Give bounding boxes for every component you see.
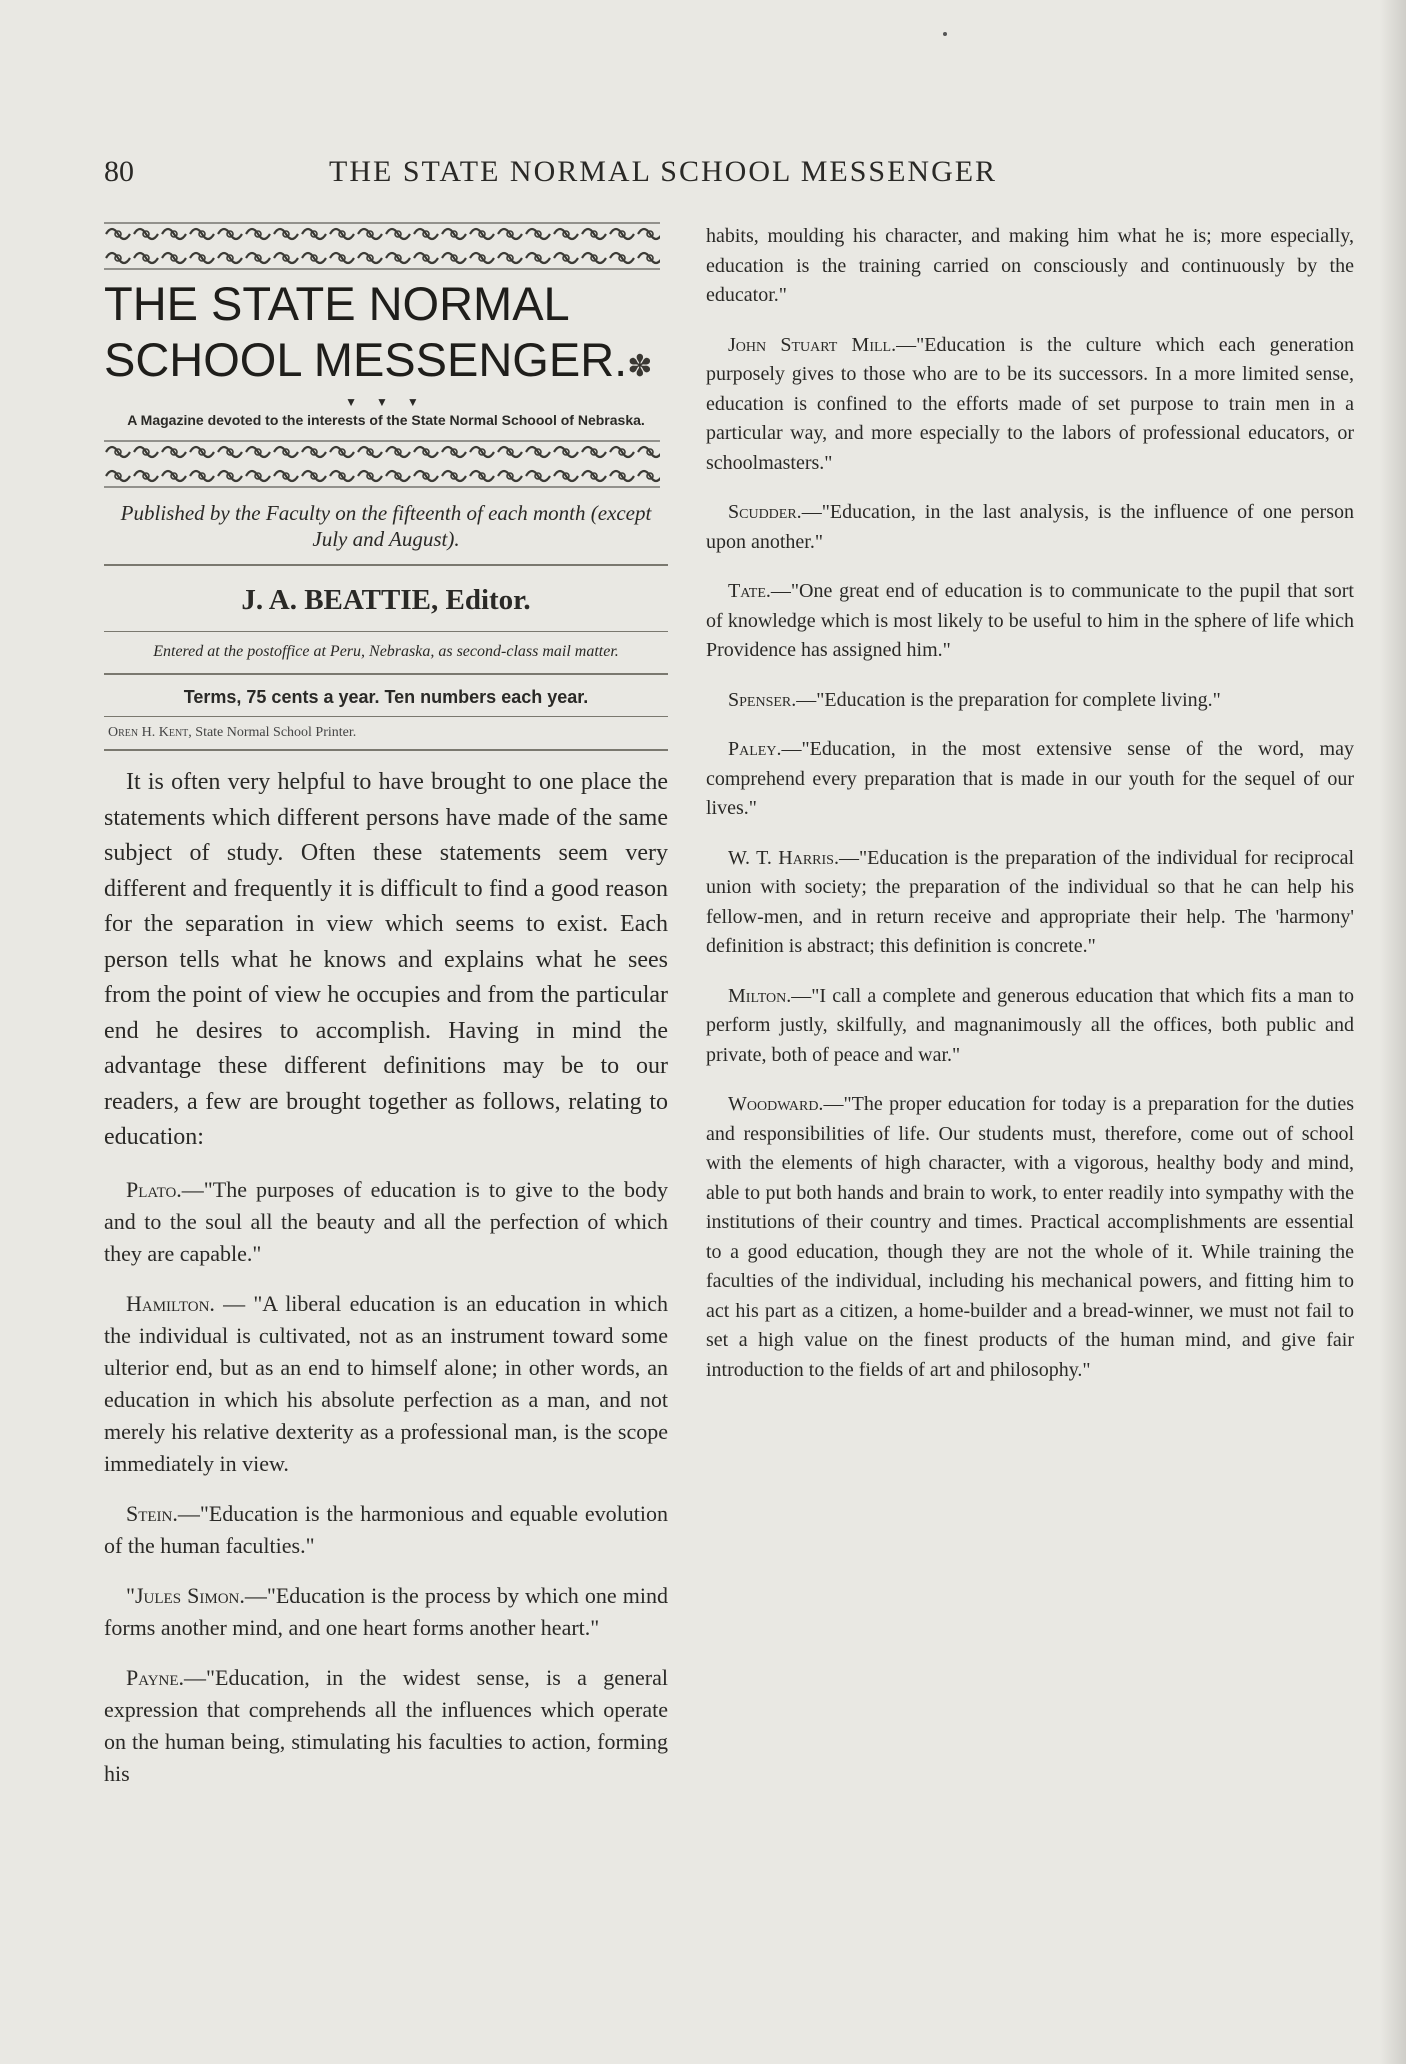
quote-paragraph	[706, 686, 1354, 716]
printer-role: State Normal School Printer.	[195, 725, 357, 740]
quote-text: — "A liberal education is an education in which the individual is cultivated, not as an instrument toward some ulterior end, but as an end to himself alone; in other words, an education in which his absolute perfection as a man, and not merely his relative dexterity as a professional man, is the scope immediately in view.	[104, 1290, 668, 1476]
rule	[104, 716, 668, 717]
right-column	[706, 222, 1354, 1405]
rule	[104, 673, 668, 675]
quote-paragraph	[706, 498, 1354, 557]
quote-author: W. T. Harris.	[728, 846, 839, 869]
quote-author: Spenser.	[728, 688, 797, 711]
rule	[104, 631, 668, 632]
quote-paragraph	[706, 735, 1354, 824]
ornament-band-bottom-icon	[104, 440, 660, 488]
quote-text: —"One great end of education is to communicate to the pupil that sort of knowledge which is most likely to be useful to him in the sphere of life which Providence has assigned him."	[706, 580, 1354, 661]
quote-paragraph	[104, 1288, 668, 1480]
masthead-stars: ▼ ▼ ▼	[345, 395, 427, 409]
page-number: 80	[104, 155, 134, 188]
quote-text: —"The proper education for today is a preparation for the duties and responsibilities of life. Our students must, therefore, come out of school with the elements of high character, with a vigorous, healthy body and mind, able to put both hands and brain to work, to enter readily into sympathy with the institutions of their country and times. Practical accomplishments are essential to a good education, though they are not the whole of it. While training the faculties of the individual, including his mechanical powers, and fitting him to act his part as a citizen, a home-builder and a bread-winner, we must not fail to set a high value on the finest products of the human mind, and give fair introduction to the fields of art and philosophy."	[706, 1093, 1354, 1381]
quote-author: John Stuart Mill.	[728, 333, 897, 356]
quote-paragraph	[104, 1498, 668, 1562]
masthead-title-line2: SCHOOL MESSENGER.	[104, 333, 628, 386]
quote-author: Scudder.	[728, 501, 802, 523]
intro-paragraph: It is often very helpful to have brought to one place the statements which different persons have made of the same subject of study. Often these statements seem very different and frequently it is difficult to find a good reason for the separation in view which seems to exist. Each person tells what he knows and explains what he sees from the point of view he occupies and from the particular end he desires to accomplish. Having in mind the advantage these different definitions may be to our readers, a few are brought together as follows, relating to education:	[104, 769, 668, 1150]
quote-text: —"Education is the process by which one mind forms another mind, and one heart forms another heart."	[104, 1582, 668, 1640]
continuation-paragraph: habits, moulding his character, and making him what he is; more especially, education is the training carried on consciously and continuously by the educator."	[706, 225, 1354, 306]
quote-text: —"Education is the harmonious and equable evolution of the human faculties."	[104, 1500, 668, 1558]
masthead	[104, 222, 668, 751]
page-edge-shadow	[1380, 0, 1406, 2064]
quote-author: Payne.	[126, 1664, 185, 1690]
printer-credit	[108, 725, 668, 741]
quote-text: —"Education, in the most extensive sense of the word, may comprehend every preparation that is made in our youth for the sequel of our lives."	[706, 738, 1354, 819]
quote-text: —"Education is the culture which each generation purposely gives to those who are to be its successors. In a more limited sense, education is confined to the efforts made of set purpose to train men in a particular way, and more especially to the labors of professional educators, or schoolmasters."	[706, 333, 1354, 474]
running-title: THE STATE NORMAL SCHOOL MESSENGER	[329, 155, 998, 188]
quote-author: Milton.	[728, 984, 792, 1007]
quote-text: —"I call a complete and generous education that which fits a man to perform justly, skilfully, and magnanimously all the offices, both public and private, both of peace and war."	[706, 984, 1354, 1066]
masthead-subtitle: A Magazine devoted to the interests of the State Normal Schoool of Nebraska.	[127, 412, 645, 428]
masthead-title-line1: THE STATE NORMAL	[104, 277, 570, 330]
ink-speck	[943, 32, 947, 36]
masthead-title	[104, 276, 668, 395]
quote-text: —"Education, in the last analysis, is the influence of one person upon another."	[706, 501, 1354, 553]
quote-text: —"Education is the preparation for complete living."	[796, 688, 1221, 711]
quote-paragraph	[104, 1174, 668, 1270]
running-head	[104, 155, 1364, 199]
quote-paragraph	[104, 1662, 668, 1790]
subscription-terms: Terms, 75 cents a year. Ten numbers each year.	[183, 687, 589, 707]
quote-paragraph	[706, 577, 1354, 666]
ornament-band-top-icon	[104, 222, 660, 270]
quote-paragraph	[104, 1580, 668, 1644]
left-column	[104, 222, 668, 1808]
quote-paragraph	[706, 982, 1354, 1071]
printer-name: Oren H. Kent,	[108, 725, 192, 740]
publication-note: Published by the Faculty on the fifteenth of each month (except July and August).	[120, 501, 652, 551]
quote-paragraph	[706, 844, 1354, 962]
postal-entry-note: Entered at the postoffice at Peru, Nebraska, as second-class mail matter.	[153, 643, 619, 660]
quote-text: —"Education is the preparation of the individual for reciprocal union with society; the preparation of the individual so that he can help his fellow-men, and in return receive and appropriate their help. The 'harmony' definition is abstract; this definition is concrete."	[706, 846, 1355, 957]
rule	[104, 749, 668, 751]
quote-author: Tate.	[728, 580, 771, 602]
quote-text: —"Education, in the widest sense, is a general expression that comprehends all the influences which operate on the human being, stimulating his faculties to action, forming his	[104, 1664, 668, 1786]
masthead-mark: ✽	[627, 350, 653, 383]
quote-author: Plato.	[126, 1176, 182, 1202]
quote-author: Paley.	[728, 738, 782, 760]
rule	[104, 564, 668, 566]
editor-line: J. A. BEATTIE, Editor.	[241, 584, 531, 616]
quote-author: Stein.	[126, 1500, 178, 1526]
quote-author: Woodward.	[728, 1093, 824, 1115]
quote-paragraph	[706, 331, 1354, 479]
quote-text: —"The purposes of education is to give to the body and to the soul all the beauty and all the perfection of which they are capable."	[104, 1176, 668, 1266]
quote-paragraph	[706, 1090, 1354, 1385]
quote-author: Hamilton.	[126, 1290, 215, 1316]
quote-author: "Jules Simon.	[126, 1582, 245, 1608]
